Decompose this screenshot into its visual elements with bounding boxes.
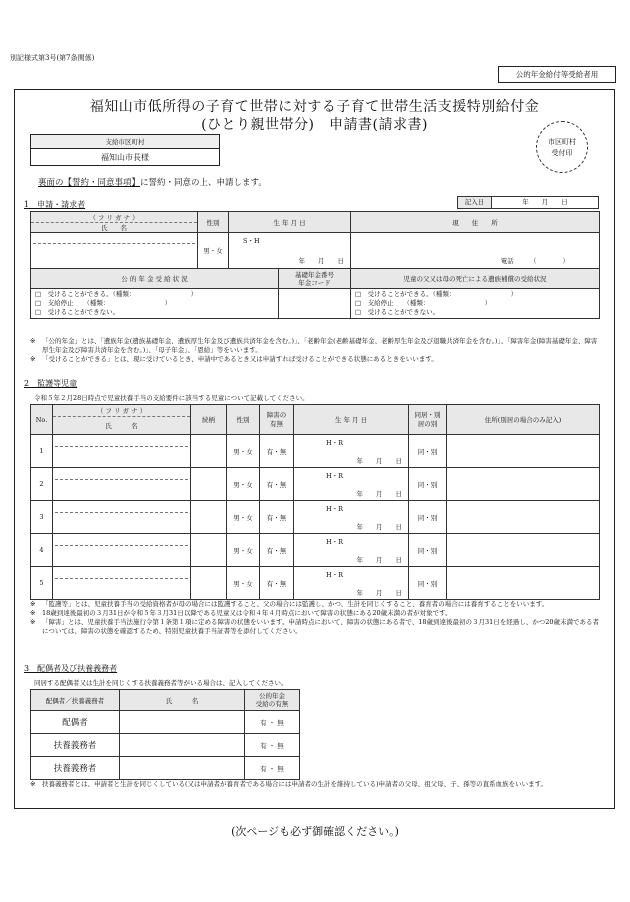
name-header: 氏 名 <box>31 223 198 233</box>
child-cohabit-field[interactable]: 同・別 <box>409 435 447 468</box>
child-disability-field[interactable]: 有・無 <box>260 468 294 501</box>
child-row <box>31 501 600 534</box>
child-cohabit-field[interactable]: 同・別 <box>409 567 447 600</box>
child-disability-field[interactable]: 有・無 <box>260 567 294 600</box>
entry-date-label: 記入日 <box>458 197 492 208</box>
child-row-no: 4 <box>31 534 53 567</box>
child-gender-field[interactable]: 男・女 <box>227 567 260 600</box>
child-birth-date: 年 月 日 <box>356 589 402 597</box>
intro-pledge-link: 裏面の【誓約・同意事項】 <box>38 178 141 188</box>
child-name-field[interactable] <box>53 468 191 501</box>
child-birth-date: 年 月 日 <box>356 457 402 465</box>
child-cohabit-field[interactable]: 同・別 <box>409 534 447 567</box>
child-name-field[interactable] <box>53 501 191 534</box>
pension-options <box>31 289 279 319</box>
birth-header: 生 年 月 日 <box>229 212 351 233</box>
family-row <box>31 757 300 780</box>
intro-suffix: に誓約・同意の上、申請します。 <box>140 178 267 188</box>
child-cohabit-field[interactable]: 同・別 <box>409 501 447 534</box>
note2-custody: 「監護等」とは、児童扶養手当の受給資格者が母の場合には監護すること、父の場合には監護し、かつ、生計を同じくすること、養育者の場合には養育することをいいます。 <box>42 600 549 608</box>
note1-receiving: 「受けることができる」とは、現に受けているとき、申請中であるとき又は申請すれば受けることができる状態にあるときをいいます。 <box>42 355 438 363</box>
family-name-field[interactable] <box>120 757 245 780</box>
child-address-header: 住所(別居の場合のみ記入) <box>447 405 600 435</box>
applicant-name-field[interactable] <box>31 233 198 269</box>
section2-title <box>24 378 77 389</box>
child-gender-field[interactable]: 男・女 <box>227 534 260 567</box>
note-mark: ※ <box>30 337 36 345</box>
cohabit-header: 同居・別 居の別 <box>409 405 447 435</box>
pension-option-receiving[interactable]: □ 受けることができる。（種類： ） <box>35 290 198 298</box>
furigana-header: （ フ リ ガ ナ ） <box>31 212 198 223</box>
bereaved-option-suspended[interactable]: □ 支給停止 （種類： ） <box>355 299 492 307</box>
child-birth-era: H・R <box>326 472 344 480</box>
child-birth-date: 年 月 日 <box>356 490 402 498</box>
entry-date-box <box>457 196 599 209</box>
child-relation-field[interactable] <box>191 501 227 534</box>
footer-next-page: (次ページも必ず御確認ください。) <box>231 825 399 838</box>
relation-header: 続柄 <box>191 405 227 435</box>
child-gender-field[interactable]: 男・女 <box>227 468 260 501</box>
child-name-header: 氏 名 <box>53 417 191 435</box>
pension-code-header: 基礎年金番号 年金コード <box>279 269 351 289</box>
form-title: 福知山市低所得の子育て世帯に対する子育て世帯生活支援特別給付金 <box>89 99 540 115</box>
child-birth-era: H・R <box>326 571 344 579</box>
family-table <box>30 689 300 780</box>
child-name-field[interactable] <box>53 567 191 600</box>
child-birth-field[interactable] <box>294 534 409 567</box>
child-birth-header: 生 年 月 日 <box>294 405 409 435</box>
bereaved-header: 児童の父又は母の死亡による遺族補償の受給状況 <box>351 269 600 289</box>
pension-option-suspended[interactable]: □ 支給停止 （種類： ） <box>35 299 172 307</box>
pension-code-field[interactable] <box>279 289 351 319</box>
child-row-no: 2 <box>31 468 53 501</box>
child-row-no: 1 <box>31 435 53 468</box>
section1-title-text: 1 申請・請求者 <box>24 200 86 209</box>
family-type: 扶養義務者 <box>31 757 120 780</box>
section2-title-text: 2 監護等児童 <box>24 379 78 388</box>
child-row <box>31 468 600 501</box>
family-pension-field[interactable]: 有 ・ 無 <box>245 734 300 757</box>
municipality-box <box>30 134 220 166</box>
note-mark: ※ <box>30 609 36 617</box>
no-header: No. <box>31 405 53 435</box>
child-birth-field[interactable] <box>294 567 409 600</box>
note3-dependents: 扶養義務者とは、申請者と生計を同じくしている(又は申請者が養育者である場合には申請者の生計を維持している)申請者の父母、祖父母、子、孫等の直系血族をいいます。 <box>42 780 548 788</box>
receipt-type-box: 公的年金給付等受給者用 <box>498 66 616 83</box>
bereaved-option-none[interactable]: □ 受けることができない。 <box>355 308 440 316</box>
note-mark: ※ <box>30 355 36 363</box>
child-birth-era: H・R <box>326 439 344 447</box>
child-address-field[interactable] <box>447 567 600 600</box>
applicant-gender-field[interactable]: 男・女 <box>198 233 229 269</box>
child-birth-date: 年 月 日 <box>356 556 402 564</box>
address-header: 現 住 所 <box>351 212 600 233</box>
family-row <box>31 734 300 757</box>
child-name-field[interactable] <box>53 534 191 567</box>
bereaved-options <box>351 289 600 319</box>
stamp-line2: 受付印 <box>551 149 573 157</box>
birth-era: S・H <box>243 237 260 245</box>
note-mark: ※ <box>30 780 36 788</box>
note2-disability: 「障害」とは、児童扶養手当法施行令第１条第１項に定める障害の状態をいいます。申請時点において、障害の状態にある者で、18歳到達後最初の３月31日を経過し、かつ20歳未満である者については、障害の状態を確認するため、特別児童扶養手当証書等を添付してください。 <box>42 618 600 635</box>
form-number-label: 別記様式第3号(第7条関係) <box>10 54 95 62</box>
child-row <box>31 534 600 567</box>
child-address-field[interactable] <box>447 435 600 468</box>
child-relation-field[interactable] <box>191 435 227 468</box>
section3-title-text: 3 配偶者及び扶養義務者 <box>24 664 118 673</box>
child-address-field[interactable] <box>447 501 600 534</box>
child-birth-date: 年 月 日 <box>356 523 402 531</box>
child-furigana-header: （ フ リ ガ ナ ） <box>53 405 191 417</box>
child-relation-field[interactable] <box>191 567 227 600</box>
family-name-header: 氏 名 <box>120 690 245 711</box>
disability-header: 障害の 有無 <box>260 405 294 435</box>
note-mark: ※ <box>30 618 36 626</box>
note2-eligibility: 18歳到達後最初の３月31日が令和５年３月31日以降である児童又は令和４年４月時点において障害の状態にある20歳未満の者が対象です。 <box>42 609 452 617</box>
children-table <box>30 404 600 600</box>
child-disability-field[interactable]: 有・無 <box>260 534 294 567</box>
child-relation-field[interactable] <box>191 534 227 567</box>
family-row <box>31 711 300 734</box>
family-type: 配偶者 <box>31 711 120 734</box>
section1-title <box>24 199 85 210</box>
family-type: 扶養義務者 <box>31 734 120 757</box>
section3-notes <box>30 780 600 789</box>
entry-date-field[interactable]: 年 月 日 <box>522 198 568 206</box>
child-gender-field[interactable]: 男・女 <box>227 501 260 534</box>
child-gender-header: 性別 <box>227 405 260 435</box>
note1-pension: 「公的年金」とは、「遺族年金(遺族基礎年金、遺族厚生年金及び遺族共済年金を含む。)」、「老齢年金(老齢基礎年金、老齢厚生年金及び退職共済年金を含む。)」、「障害年金(障害基礎年金、障害厚生年金及び障害共済年金を含む。)」、「母子年金」、「恩給」等をいいます。 <box>42 337 598 354</box>
child-row <box>31 567 600 600</box>
stamp-line1: 市区町村 <box>548 138 576 146</box>
reception-stamp-area <box>536 121 588 173</box>
child-birth-field[interactable] <box>294 435 409 468</box>
child-birth-field[interactable] <box>294 501 409 534</box>
pension-status-header: 公 的 年 金 受 給 状 況 <box>31 269 279 289</box>
section3-instruction: 同居する配偶者又は生計を同じくする扶養義務者等がいる場合は、記入してください。 <box>34 679 288 687</box>
municipality-header: 支給市区町村 <box>31 135 219 149</box>
child-gender-field[interactable]: 男・女 <box>227 435 260 468</box>
family-type-header: 配偶者／扶養義務者 <box>31 690 120 711</box>
child-cohabit-field[interactable]: 同・別 <box>409 468 447 501</box>
section2-notes <box>30 600 600 636</box>
child-row-no: 3 <box>31 501 53 534</box>
child-address-field[interactable] <box>447 534 600 567</box>
child-relation-field[interactable] <box>191 468 227 501</box>
note-mark: ※ <box>30 600 36 608</box>
family-pension-header: 公的年金 受給の有無 <box>245 690 300 711</box>
child-birth-field[interactable] <box>294 468 409 501</box>
phone-label: 電話 （ ） <box>500 257 569 265</box>
section2-instruction: 令和５年２月28日時点で児童扶養手当の支給要件に該当する児童について記載してください。 <box>34 394 309 402</box>
section1-notes <box>30 337 600 364</box>
child-disability-field[interactable]: 有・無 <box>260 501 294 534</box>
family-name-field[interactable] <box>120 734 245 757</box>
applicant-address-field[interactable] <box>351 233 600 269</box>
municipality-value: 福知山市長様 <box>101 153 149 162</box>
family-pension-field[interactable]: 有 ・ 無 <box>245 711 300 734</box>
section3-title <box>24 663 117 674</box>
child-disability-field[interactable]: 有・無 <box>260 435 294 468</box>
applicant-birth-field[interactable] <box>229 233 351 269</box>
bereaved-option-receiving[interactable]: □ 受けることができる。（種類： ） <box>355 290 518 298</box>
form-subtitle: (ひとり親世帯分) 申請書(請求書) <box>201 117 428 133</box>
child-name-field[interactable] <box>53 435 191 468</box>
child-row <box>31 435 600 468</box>
intro-text <box>38 176 267 188</box>
child-birth-era: H・R <box>326 538 344 546</box>
family-name-field[interactable] <box>120 711 245 734</box>
family-pension-field[interactable]: 有 ・ 無 <box>245 757 300 780</box>
applicant-table <box>30 211 600 319</box>
gender-header: 性別 <box>198 212 229 233</box>
pension-option-none[interactable]: □ 受けることができない。 <box>35 308 120 316</box>
child-birth-era: H・R <box>326 505 344 513</box>
child-address-field[interactable] <box>447 468 600 501</box>
child-row-no: 5 <box>31 567 53 600</box>
birth-date-placeholder: 年 月 日 <box>298 257 344 265</box>
